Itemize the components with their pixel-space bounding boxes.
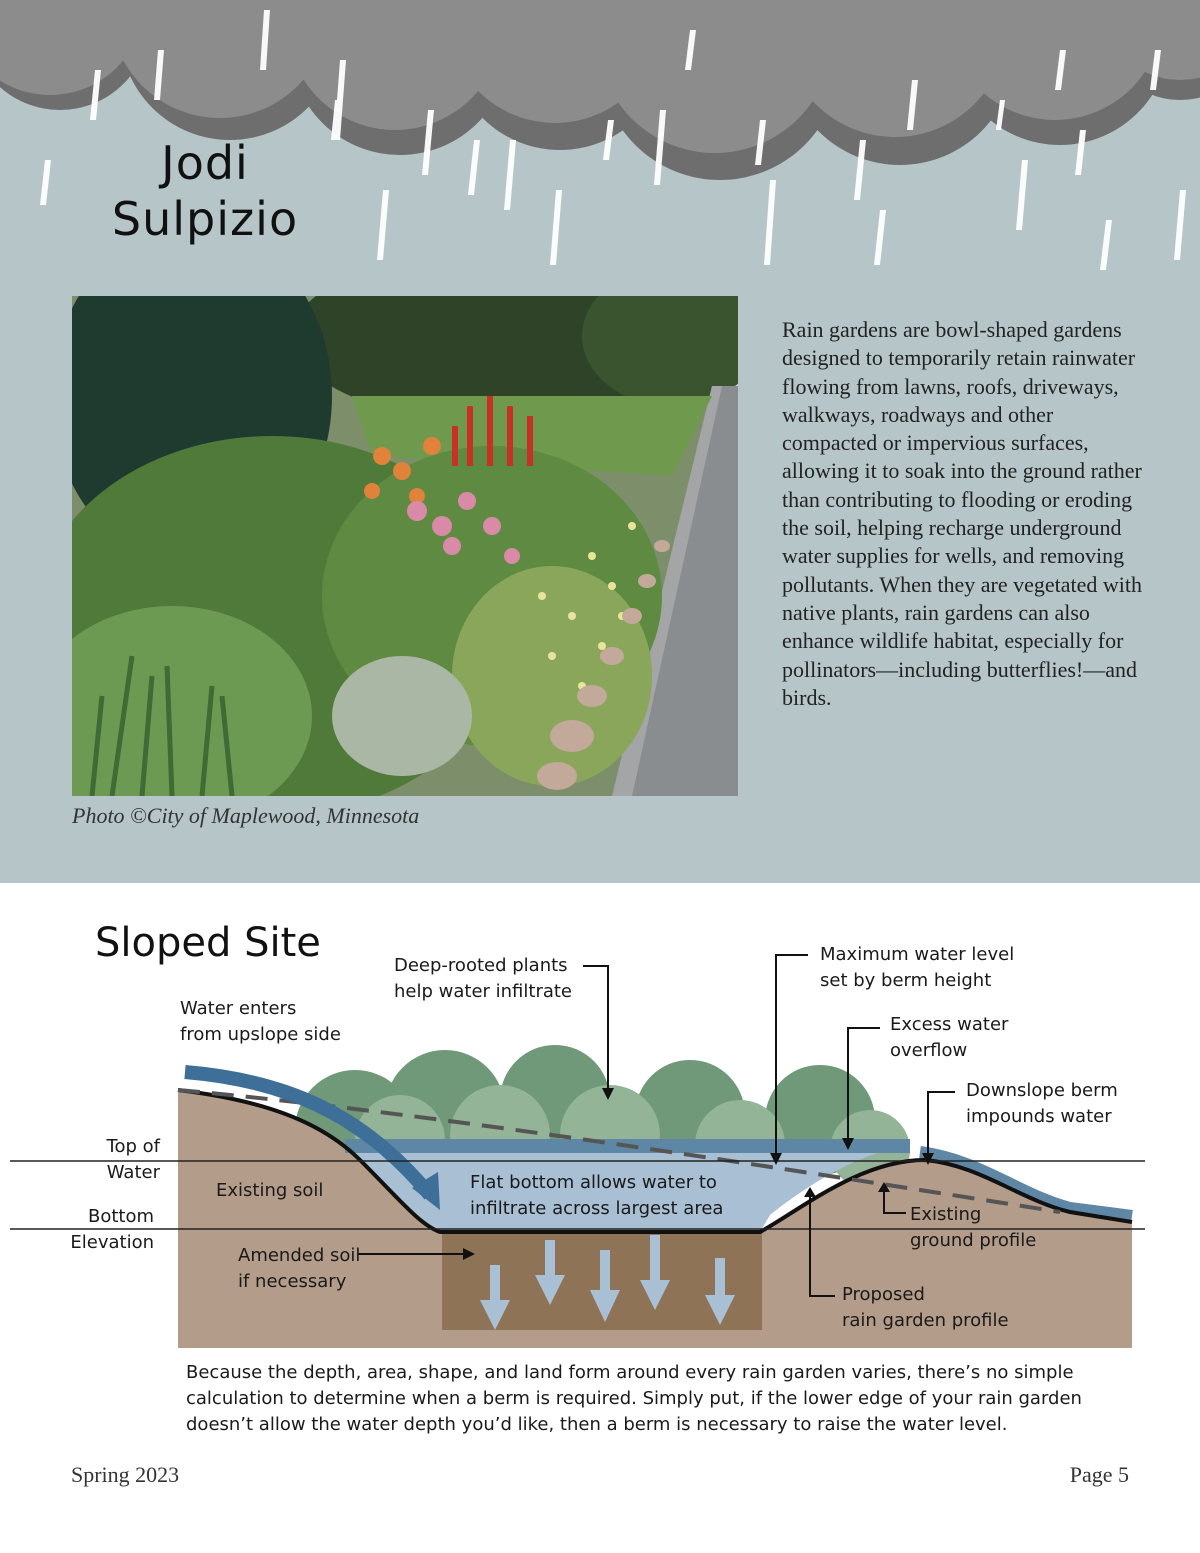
label-amended-line2: if necessary	[238, 1271, 347, 1292]
label-existing-soil: Existing soil	[216, 1180, 324, 1201]
rain-garden-photo-illustration	[72, 296, 738, 796]
label-bottom-elevation	[50, 1204, 154, 1256]
label-max-water-line2: set by berm height	[820, 970, 992, 991]
label-bottom-line2: Elevation	[70, 1232, 154, 1253]
label-deep-rooted-line1: Deep-rooted plants	[394, 955, 568, 976]
intro-paragraph: Rain gardens are bowl-shaped gardens designed to temporarily retain rainwater flowing from lawns, roofs, driveways, walkways, roadways and other compacted or impervious surfaces, allowing it to soak into the ground rather than contributing to flooding or eroding the soil, helping recharge underground water supplies for wells, and removing pollutants. When they are vegetated with native plants, rain gardens can also enhance wildlife habitat, especially for pollinators—including butterflies!—and birds.	[782, 317, 1143, 710]
author-name	[80, 135, 330, 247]
label-flat-bottom	[470, 1170, 723, 1222]
label-maximum-water-level	[820, 942, 1014, 994]
label-proposed-profile	[842, 1282, 1009, 1334]
label-top-of-line2: Water	[106, 1162, 160, 1183]
diagram-title: Sloped Site	[95, 920, 321, 966]
author-last-name: Sulpizio	[111, 192, 299, 246]
label-excess-water	[890, 1012, 1008, 1064]
footer-season: Spring 2023	[71, 1462, 180, 1487]
label-deep-rooted-plants	[394, 953, 572, 1005]
label-existing-ground-line1: Existing	[910, 1204, 982, 1225]
label-amended-soil	[238, 1243, 360, 1295]
diagram-caption: Because the depth, area, shape, and land form around every rain garden varies, there’s no simple calculation to determine when a berm is required. Simply put, if the lower edge of your rain garden doesn’t allow the water depth you’d like, then a berm is necessary to raise the water level.	[186, 1362, 1082, 1435]
label-existing-ground-line2: ground profile	[910, 1230, 1037, 1251]
label-excess-line1: Excess water	[890, 1014, 1009, 1035]
author-first-name: Jodi	[161, 136, 249, 190]
label-water-enters-line1: Water enters	[180, 998, 297, 1019]
label-top-of-water	[60, 1134, 160, 1186]
label-proposed-line2: rain garden profile	[842, 1310, 1009, 1331]
label-existing-ground-profile	[910, 1202, 1036, 1254]
label-downslope-line2: impounds water	[966, 1106, 1112, 1127]
label-top-of-line1: Top of	[106, 1136, 160, 1157]
label-max-water-line1: Maximum water level	[820, 944, 1015, 965]
label-downslope-line1: Downslope berm	[966, 1080, 1118, 1101]
rain-garden-photo	[72, 296, 738, 796]
label-downslope-berm	[966, 1078, 1118, 1130]
label-amended-line1: Amended soil	[238, 1245, 361, 1266]
label-deep-rooted-line2: help water infiltrate	[394, 981, 573, 1002]
label-flat-bottom-line2: infiltrate across largest area	[470, 1198, 724, 1219]
label-flat-bottom-line1: Flat bottom allows water to	[470, 1172, 717, 1193]
footer-page-number: Page 5	[1069, 1462, 1129, 1487]
label-proposed-line1: Proposed	[842, 1284, 925, 1305]
label-water-enters	[180, 996, 341, 1048]
label-excess-line2: overflow	[890, 1040, 968, 1061]
label-water-enters-line2: from upslope side	[180, 1024, 341, 1045]
sloped-site-diagram	[0, 930, 1200, 1360]
label-bottom-line1: Bottom	[87, 1206, 154, 1227]
photo-credit: Photo ©City of Maplewood, Minnesota	[72, 803, 420, 828]
